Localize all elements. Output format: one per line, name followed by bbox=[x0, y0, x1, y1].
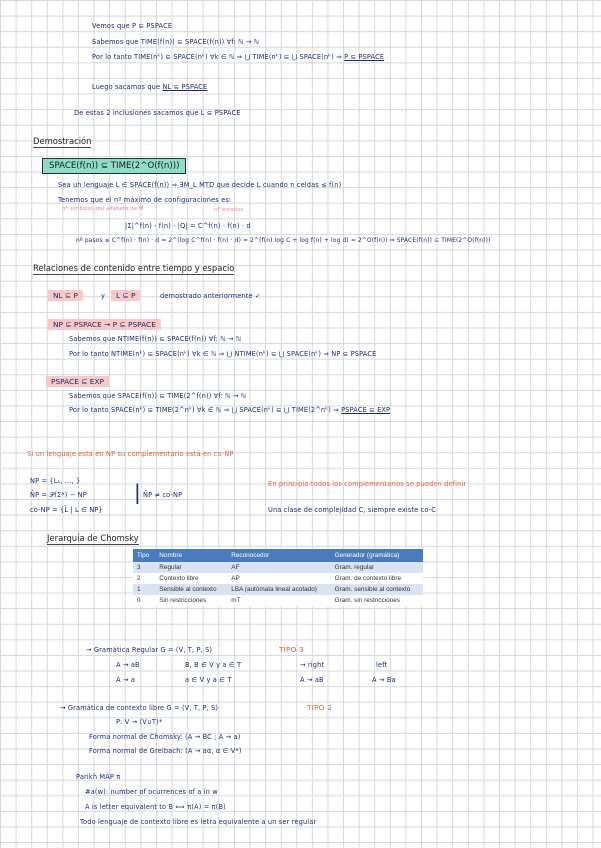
text-line: A is letter equivalent to B ⟺ π(A) = π(B) bbox=[85, 803, 226, 811]
table-cell: AF bbox=[227, 562, 330, 573]
formula-line: |Σ|^f(n) · f(n) · |Q| = C^f(n) · f(n) · d bbox=[125, 222, 251, 230]
table-cell: Sensible al contexto bbox=[155, 584, 227, 595]
brace-icon: | bbox=[134, 480, 141, 504]
table-row bbox=[133, 573, 423, 584]
text-line: Una clase de complejidad C, siempre existe co-C bbox=[268, 506, 437, 514]
annotation: nº estados bbox=[214, 207, 244, 213]
text-line: De estas 2 inclusiones sacamos que L ⊆ PSPACE bbox=[74, 109, 241, 117]
highlight-nl-p: NL ⊆ P bbox=[48, 290, 83, 301]
text-line: Vemos que P ⊆ PSPACE bbox=[92, 22, 173, 30]
section-heading-jerarquia: Jerarquía de Chomsky bbox=[47, 533, 139, 543]
rule: A → aB bbox=[300, 676, 324, 684]
table-cell: Gram. sin restricciones bbox=[331, 595, 423, 606]
table-cell: Gram. de contexto libre bbox=[331, 573, 423, 584]
table-header: Tipo bbox=[133, 549, 155, 562]
result-underlined: P ⊆ PSPACE bbox=[344, 53, 385, 61]
highlight-np-pspace: NP ⊆ PSPACE → P ⊆ PSPACE bbox=[48, 319, 161, 330]
text-segment: demostrado anteriormente ✓ bbox=[160, 292, 261, 300]
text-line bbox=[92, 53, 384, 61]
table-row bbox=[133, 562, 423, 573]
section-heading-demostracion: Demostración bbox=[33, 136, 92, 146]
table-cell: Gram. sensible al contexto bbox=[331, 584, 423, 595]
text-line bbox=[69, 406, 390, 414]
text-segment: Por lo tanto SPACE(nᵏ) ⊆ TIME(2^nᵏ) ∀k ∈ ℕ ⇒ ⋃ SPACE(nᵏ) ⊆ ⋃ TIME(2^nᵏ) ⇒ bbox=[69, 406, 339, 414]
text-line: P: V → (V∪T)* bbox=[116, 718, 163, 726]
text-line: Sabemos que SPACE(f(n)) ⊆ TIME(2^f(n)) ∀f: ℕ → ℕ bbox=[69, 392, 247, 400]
formula-line: nº pasos ≤ C^f(n) · f(n) · d = 2^(log C^f(n) · f(n) · d) = 2^(f(n) log C + log f(n) + log d) = 2^O(f(n)) ⇒ SPACE(f(n)) ⊆ TIME(2^O(f(n))) bbox=[76, 238, 491, 244]
text-line: NP = {L₁, ..., } bbox=[30, 477, 81, 485]
chomsky-table bbox=[133, 549, 423, 606]
text-line bbox=[92, 83, 207, 91]
text-line: Todo lenguaje de contexto libre es letra equivalente a un ser regular bbox=[80, 818, 317, 826]
highlight-l-p: L ⊆ P bbox=[111, 290, 140, 301]
tipo-label: TIPO 3 bbox=[279, 645, 304, 654]
highlight-box-theorem: SPACE(f(n)) ⊆ TIME(2^O(f(n))) bbox=[42, 158, 186, 174]
table-header: Reconocedor bbox=[227, 549, 330, 562]
rule: A → aB bbox=[116, 661, 140, 669]
rule-label: → right bbox=[300, 661, 325, 669]
table-cell: Sin restricciones bbox=[155, 595, 227, 606]
text-line: → Gramática Regular G = (V, T, P, S) bbox=[86, 646, 213, 654]
table-cell: LBA (autómata lineal acotado) bbox=[227, 584, 330, 595]
table-cell: 3 bbox=[133, 562, 155, 573]
rule-label: left bbox=[376, 661, 388, 669]
table-header-row bbox=[133, 549, 423, 562]
rule-condition: a ∈ V y a ∈ T bbox=[185, 676, 232, 684]
text-line: Parikh MAP π bbox=[76, 773, 121, 781]
section-heading-relaciones: Relaciones de contenido entre tiempo y espacio bbox=[33, 263, 235, 273]
text-line: Tenemos que el nº máximo de configuraciones es: bbox=[58, 196, 232, 204]
table-cell: Contexto libre bbox=[155, 573, 227, 584]
text-line: Por lo tanto NTIME(nᵏ) ⊆ SPACE(nᵏ) ∀k ∈ ℕ ⇒ ⋃ NTIME(nᵏ) ⊆ ⋃ SPACE(nᵏ) ⇒ NP ⊆ PSPACE bbox=[69, 350, 377, 358]
result-underlined: PSPACE ⊆ EXP bbox=[341, 406, 391, 414]
text-segment: Luego sacamos que bbox=[92, 83, 161, 91]
table-cell: Regular bbox=[155, 562, 227, 573]
table-row bbox=[133, 584, 423, 595]
text-line: N̄P ≠ co-NP bbox=[143, 491, 183, 499]
text-line: → Gramática de contexto libre G = (V, T, P, S) bbox=[60, 704, 219, 712]
note-red: Si un lenguaje está en NP su complementario está en co-NP bbox=[27, 450, 234, 458]
text-line: Sabemos que NTIME(f(n)) ⊆ SPACE(f(n)) ∀f: ℕ → ℕ bbox=[69, 335, 242, 343]
table-header: Generador (gramática) bbox=[331, 549, 423, 562]
table-cell: 2 bbox=[133, 573, 155, 584]
text-segment: y bbox=[101, 292, 106, 300]
tipo-label: TIPO 2 bbox=[307, 703, 332, 712]
table-cell: Gram. regular bbox=[331, 562, 423, 573]
note-red: En principio todos los complementarios se pueden definir bbox=[268, 480, 467, 488]
annotation: nº símbolos del alfabeto de M bbox=[62, 206, 144, 212]
rule: A → a bbox=[116, 676, 136, 684]
text-line: co-NP = {L̄ | L ∈ NP} bbox=[30, 506, 103, 514]
text-line: N̄P = 𝒫(Σ*) − NP bbox=[30, 491, 87, 499]
table-cell: mT bbox=[227, 595, 330, 606]
result-underlined: NL ⊆ PSPACE bbox=[162, 83, 208, 91]
table-cell: AP bbox=[227, 573, 330, 584]
rule-condition: B, B ∈ V y a ∈ T bbox=[185, 661, 242, 669]
text-line: Forma normal de Chomsky: (A → BC ; A → a) bbox=[89, 733, 241, 741]
text-line: Sabemos que TIME(f(n)) ⊆ SPACE(f(n)) ∀f: ℕ → ℕ bbox=[92, 38, 260, 46]
text-line: #a(w): number of ocurrences of a in w bbox=[85, 788, 218, 796]
table-cell: 1 bbox=[133, 584, 155, 595]
highlight-pspace-exp: PSPACE ⊆ EXP bbox=[46, 376, 109, 387]
table-header: Nombre bbox=[155, 549, 227, 562]
table-row bbox=[133, 595, 423, 606]
table-cell: 0 bbox=[133, 595, 155, 606]
text-segment: Por lo tanto TIME(nᵏ) ⊆ SPACE(nᵏ) ∀k ∈ ℕ ⇒ ⋃ TIME(nᵏ) ⊆ ⋃ SPACE(nᵏ) ⇒ bbox=[92, 53, 342, 61]
text-line: Forma normal de Greibach: (A → aα, α ∈ V*) bbox=[89, 747, 242, 755]
rule: A → Ba bbox=[372, 676, 396, 684]
text-line: Sea un lenguaje L ∈ SPACE(f(n)) ⇒ ∃M_L MTD que decide L cuando n celdas ≤ f(n) bbox=[58, 181, 342, 189]
